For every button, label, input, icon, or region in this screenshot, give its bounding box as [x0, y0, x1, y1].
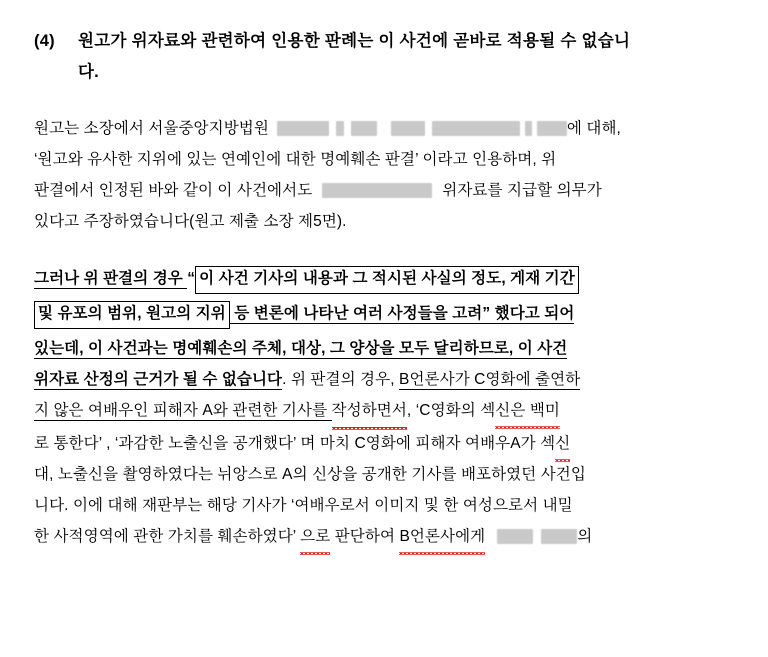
- paragraph1-line2: ‘원고와 유사한 지위에 있는 연예인에 대한 명예훼손 판결’ 이라고 인용하며, 위: [34, 151, 557, 169]
- paragraph2-line3-text: 있는데, 이 사건과는 명예훼손의 주체, 대상, 그 양상을 모두 달리하므로, 이 사건: [34, 340, 568, 358]
- paragraph-citation: [34, 113, 734, 237]
- boxed-quote-line2: 및 유포의 범위, 원고의 지위: [34, 301, 230, 328]
- paragraph2-line5-f: 신은 백미: [495, 395, 560, 426]
- paragraph2-line2-rest: 등 변론에 나타난 여러 사정들을 고려” 했다고 되어: [229, 305, 575, 323]
- paragraph2-line9-e: 의: [577, 528, 593, 546]
- paragraph2-line5-c: 와 관련한 기사를: [212, 402, 332, 420]
- redaction-bar: [336, 121, 344, 136]
- paragraph2-line9: [34, 521, 734, 552]
- paragraph2-line4-rest-a: . 위 판결의 경우,: [282, 371, 400, 389]
- redaction-bar: [497, 529, 533, 544]
- paragraph2-line9-d: B언론사에게: [399, 521, 485, 552]
- redaction-bar: [277, 121, 329, 136]
- redaction-bar: [322, 183, 432, 198]
- paragraph2-line7-b: A: [282, 466, 293, 484]
- paragraph1-line3-text-a: 판결에서 인정된 바와 같이 이 사건에서도: [34, 182, 313, 200]
- paragraph2-line7-a: 대, 노출신을 촬영하였다는 뉘앙스로: [34, 466, 283, 484]
- redaction-bar: [351, 121, 377, 136]
- quote-open-mark: “: [187, 270, 196, 288]
- paragraph2-line2: [34, 298, 734, 329]
- paragraph2-line1: [34, 263, 734, 294]
- paragraph2-line3: [34, 333, 734, 364]
- paragraph2-line8: 니다. 이에 대해 재판부는 해당 기사가 ‘여배우로서 이미지 및 한 여성으로서 내밀: [34, 497, 573, 515]
- redaction-bar: [391, 121, 425, 136]
- paragraph1-line1-text-a: 원고는 소장에서 서울중앙지방법원: [34, 120, 269, 138]
- paragraph2-line5-b: A: [202, 402, 213, 420]
- paragraph2-line4-emphasis: 위자료 산정의 근거가 될 수 없습니다: [34, 371, 283, 389]
- paragraph1-line1-text-b: 에 대해,: [566, 120, 621, 138]
- paragraph2-line7-c: 의 신상을 공개한 기사를 배포하였던 사건입: [292, 466, 586, 484]
- section-heading: [34, 26, 734, 87]
- paragraph2-line4-rest-b: B언론사가 C영화에 출연하: [399, 371, 581, 389]
- heading-text-line2: 다.: [78, 62, 99, 81]
- paragraph1-line4: 있다고 주장하였습니다(원고 제출 소장 제5면).: [34, 213, 347, 231]
- paragraph1-line1: [34, 113, 734, 144]
- paragraph2-line6: [34, 428, 734, 459]
- paragraph2-line5-d: 작성하면서: [332, 395, 407, 428]
- boxed-quote-line1: 이 사건 기사의 내용과 그 적시된 사실의 정도, 게재 기간: [195, 266, 579, 293]
- paragraph1-line3-text-b: 위자료를 지급할 의무가: [442, 182, 602, 200]
- paragraph2-line5-e: , ‘C영화의 섹: [406, 402, 496, 420]
- heading-text-line1: 원고가 위자료와 관련하여 인용한 판례는 이 사건에 곧바로 적용될 수 없습니: [78, 32, 631, 50]
- paragraph2-line1-lead: 그러나 위 판결의 경우: [34, 270, 188, 288]
- paragraph2-line6-a: 로 통한다’ , ‘과감한 노출신을 공개했다’ 며 마치 C영화에 피해자 여배우A가 섹: [34, 435, 556, 453]
- paragraph2-line5-a: 지 않은 여배우인 피해자: [34, 402, 203, 420]
- paragraph2-line9-b: 으로: [300, 521, 330, 552]
- redaction-bar: [541, 529, 577, 544]
- paragraph2-line9-c: 판단하여: [330, 528, 400, 546]
- paragraph-argument: [34, 263, 734, 552]
- paragraph2-line6-b: 신: [555, 428, 570, 459]
- paragraph1-line3: [34, 175, 734, 206]
- redaction-bar: [537, 121, 567, 136]
- redaction-bar: [525, 121, 532, 136]
- paragraph2-line9-a: 한 사적영역에 관한 가치를 훼손하였다’: [34, 528, 301, 546]
- paragraph2-line7: [34, 459, 734, 490]
- heading-number: (4): [34, 32, 55, 50]
- paragraph2-line4: [34, 364, 734, 395]
- heading-first-line: [34, 26, 734, 57]
- paragraph2-line5: [34, 395, 734, 428]
- redaction-bar: [432, 121, 520, 136]
